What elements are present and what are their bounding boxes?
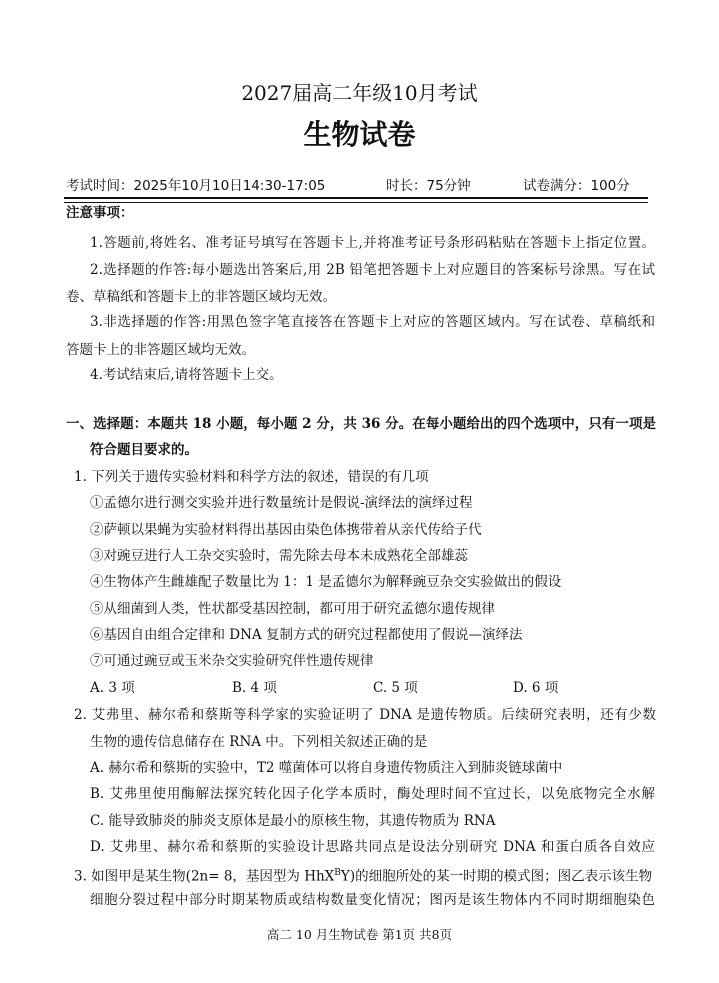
q2-option-b: B. 艾弗里使用酶解法探究转化因子化学本质时，酶处理时间不宜过长，以免底物完全水解 — [90, 786, 655, 802]
notice-heading: 注意事项： — [66, 205, 134, 221]
notice-line: 4.考试结束后,请将答题卡上交。 — [90, 367, 283, 383]
section-heading-cont: 符合题目要求的。 — [90, 442, 198, 458]
q1-option-c: C. 5 项 — [373, 680, 418, 696]
q1-option-a: A. 3 项 — [90, 680, 135, 696]
notice-line: 答题卡上的非答题区域均无效。 — [66, 342, 255, 358]
q1-stem: 1. 下列关于遗传实验材料和科学方法的叙述，错误的有几项 — [74, 469, 429, 485]
exam-full-score: 试卷满分：100分 — [523, 178, 630, 194]
exam-title: 2027届高二年级10月考试 — [241, 81, 478, 105]
q3-stem-sup: B — [334, 868, 341, 878]
notice-line: 3.非选择题的作答:用黑色签字笔直接答在答题卡上对应的答题区域内。写在试卷、草稿纸和 — [90, 314, 655, 330]
exam-time: 考试时间：2025年10月10日14:30-17:05 — [66, 178, 326, 194]
q1-statement: ④生物体产生雌雄配子数量比为 1：1 是孟德尔为解释豌豆杂交实验做出的假设 — [90, 574, 562, 590]
notice-line: 卷、草稿纸和答题卡上的非答题区域均无效。 — [66, 289, 336, 305]
header-rule-thick — [64, 197, 648, 199]
header-rule-thin — [64, 202, 648, 203]
q1-statement: ⑥基因自由组合定律和 DNA 复制方式的研究过程都使用了假说—演绎法 — [90, 627, 523, 643]
q1-statement: ①孟德尔进行测交实验并进行数量统计是假说-演绎法的演绎过程 — [90, 495, 473, 511]
q3-stem-pre: 3. 如图甲是某生物(2n= 8，基因型为 HhX — [74, 868, 335, 885]
exam-duration: 时长：75分钟 — [386, 178, 471, 194]
q1-statement: ⑦可通过豌豆或玉米杂交实验研究伴性遗传规律 — [90, 653, 374, 669]
exam-subtitle: 生物试卷 — [303, 118, 416, 151]
q1-statement: ⑤从细菌到人类，性状都受基因控制，都可用于研究孟德尔遗传规律 — [90, 601, 495, 617]
q1-option-b: B. 4 项 — [232, 680, 277, 696]
q1-statement: ③对豌豆进行人工杂交实验时，需先除去母本未成熟花全部雄蕊 — [90, 548, 468, 564]
q2-option-d: D. 艾弗里、赫尔希和蔡斯的实验设计思路共同点是设法分别研究 DNA 和蛋白质各自效应 — [90, 839, 655, 855]
q1-statement: ②萨顿以果蝇为实验材料得出基因由染色体携带着从亲代传给子代 — [90, 522, 482, 538]
q2-option-c: C. 能导致肺炎的肺炎支原体是最小的原核生物，其遗传物质为 RNA — [90, 813, 496, 829]
q2-stem: 2. 艾弗里、赫尔希和蔡斯等科学家的实验证明了 DNA 是遗传物质。后续研究表明，还有少数 — [74, 707, 656, 723]
notice-line: 1.答题前,将姓名、准考证号填写在答题卡上,并将准考证号条形码粘贴在答题卡上指定位置。 — [90, 235, 655, 251]
q2-option-a: A. 赫尔希和蔡斯的实验中，T2 噬菌体可以将自身遗传物质注入到肺炎链球菌中 — [90, 760, 563, 776]
notice-line: 2.选择题的作答:每小题选出答案后,用 2B 铅笔把答题卡上对应题目的答案标号涂黑。写在试 — [90, 262, 655, 278]
page-footer: 高二 10 月生物试卷 第1页 共8页 — [266, 927, 453, 942]
q3-stem-post: Y)的细胞所处的某一时期的模式图；图乙表示该生物 — [340, 868, 653, 885]
q3-stem — [74, 863, 652, 887]
q1-option-d: D. 6 项 — [513, 680, 559, 696]
q2-stem-cont: 生物的遗传信息储存在 RNA 中。下列相关叙述正确的是 — [90, 734, 428, 750]
section-heading: 一、选择题：本题共 18 小题，每小题 2 分，共 36 分。在每小题给出的四个选项中，只有一项是 — [66, 416, 656, 432]
q3-stem-cont: 细胞分裂过程中部分时期某物质或结构数量变化情况；图丙是该生物体内不同时期细胞染色 — [90, 892, 655, 908]
